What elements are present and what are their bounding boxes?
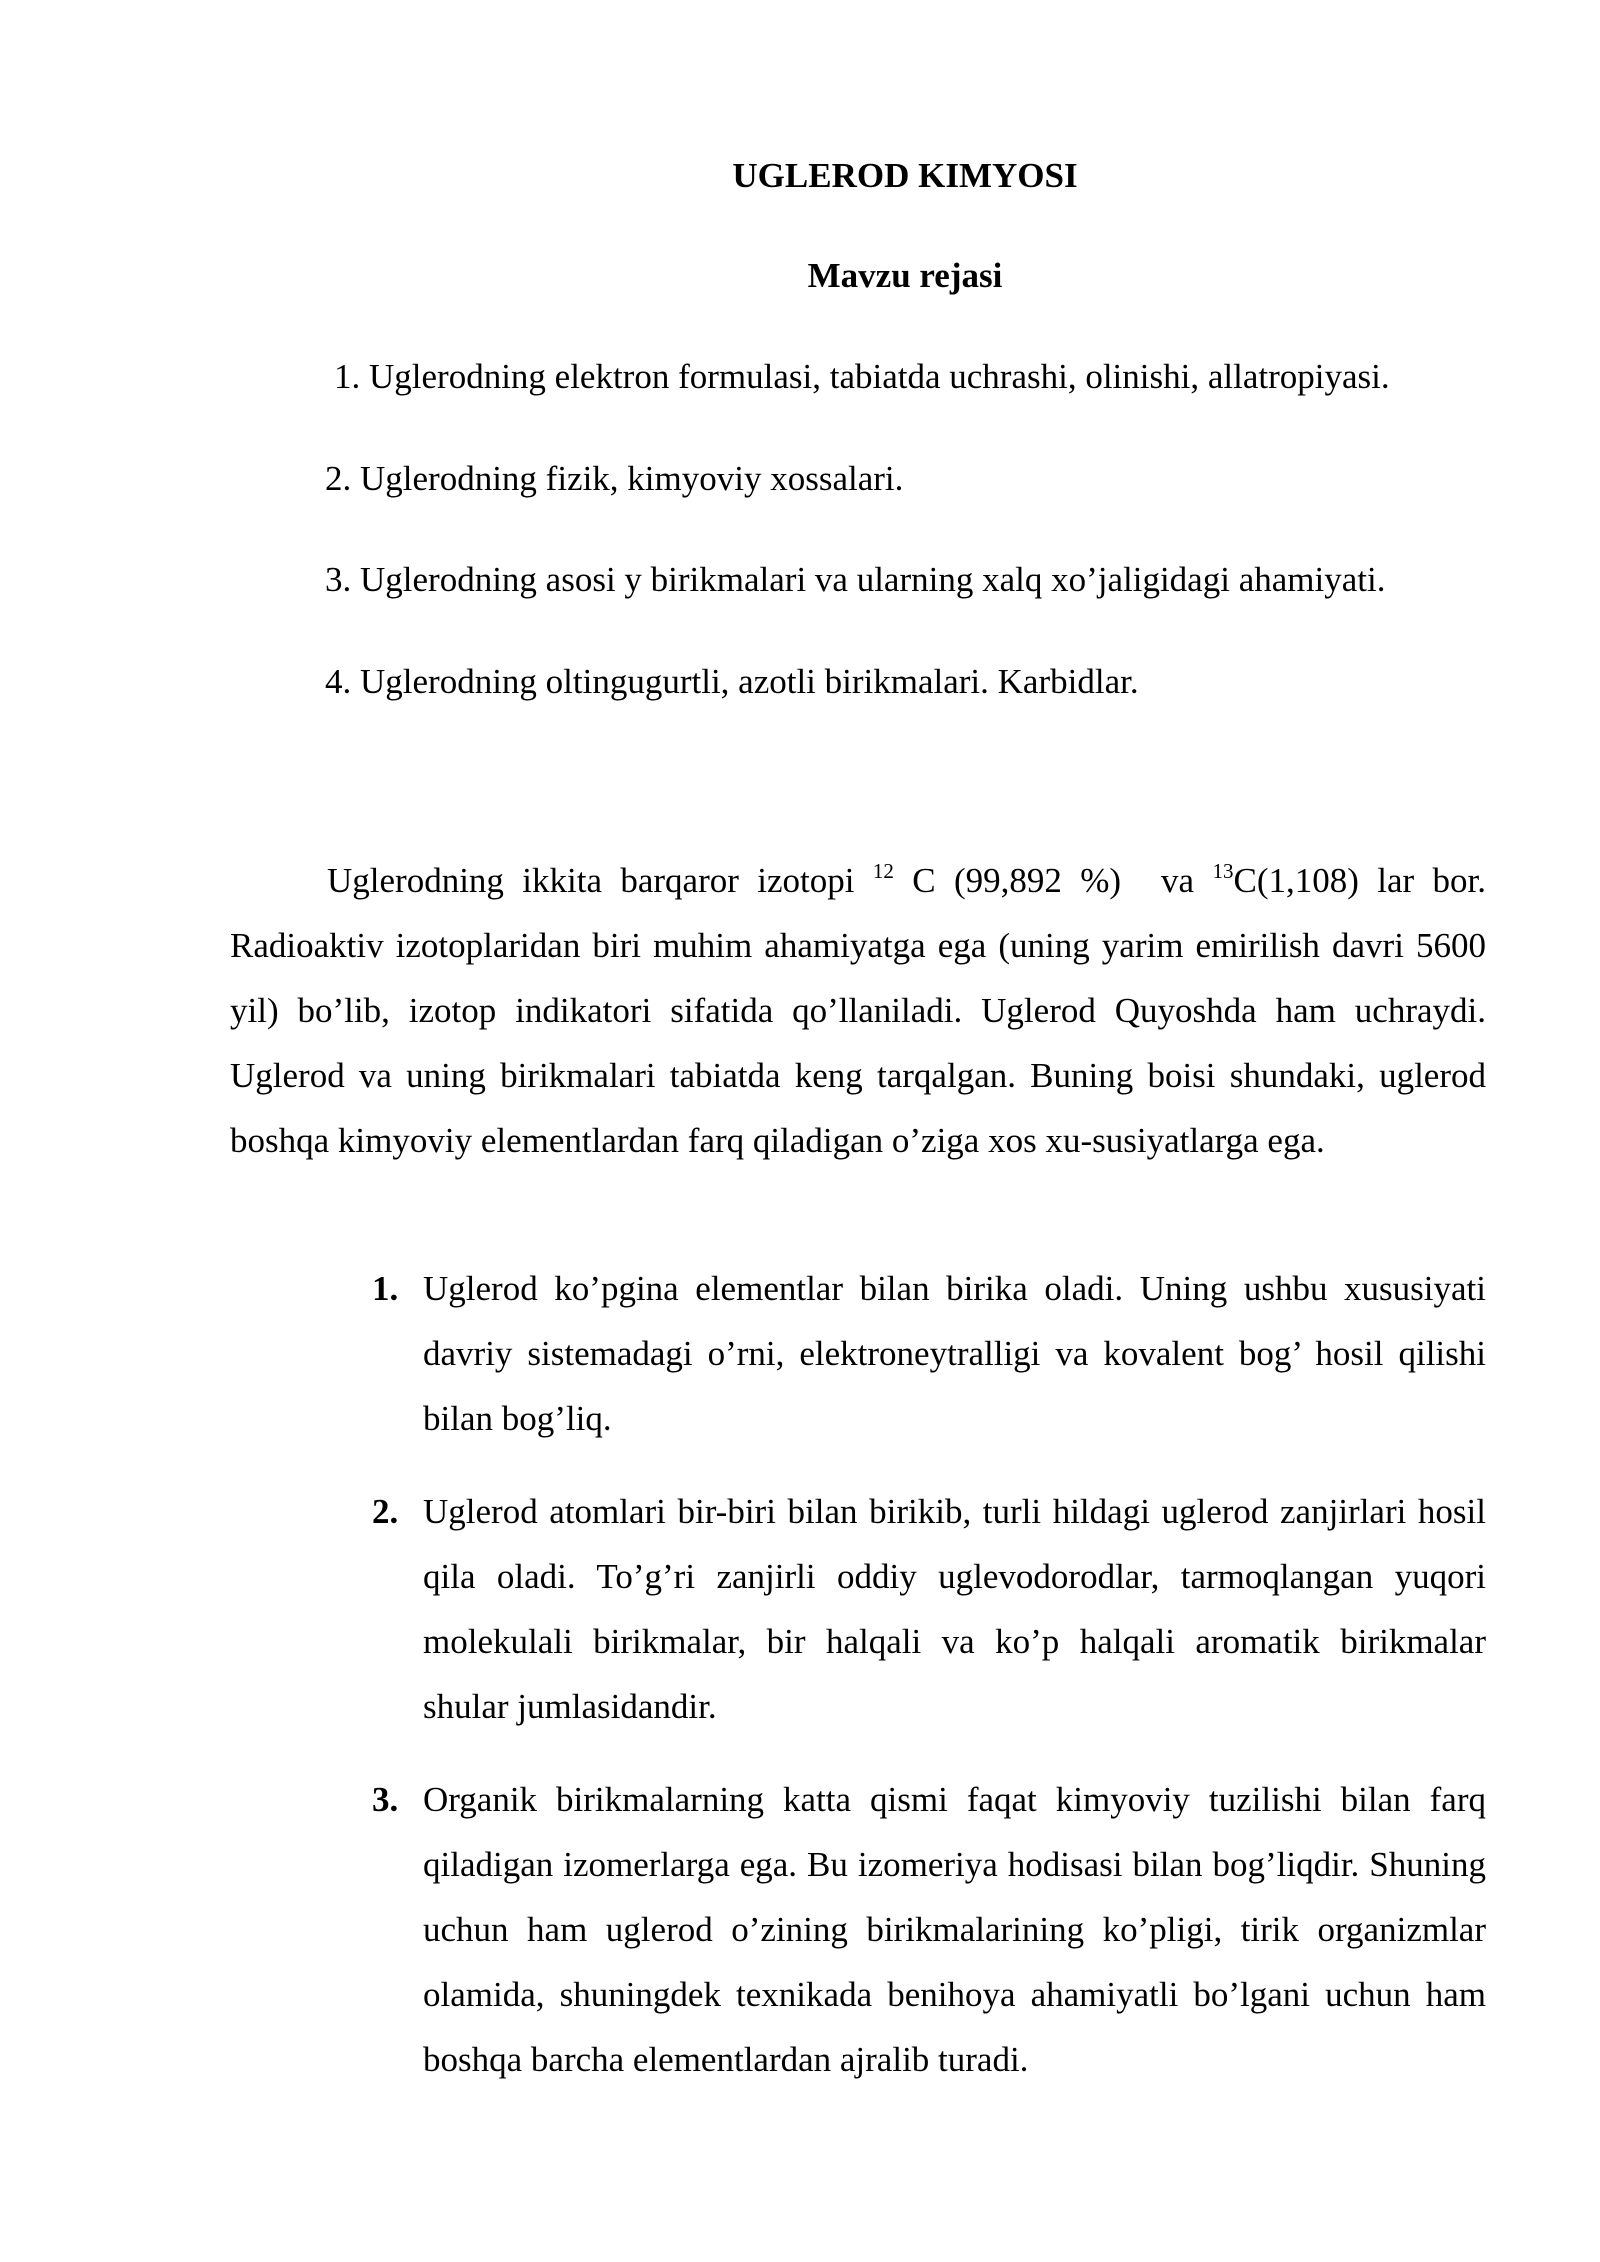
plan-item-4: 4. Uglerodning oltingugurtli, azotli birikmalari. Karbidlar. [325, 662, 1139, 701]
plan-item-1: 1. Uglerodning elektron formulasi, tabiatda uchrashi, olinishi, allatropiyasi. [334, 357, 1390, 396]
paragraph-first-line [230, 848, 1486, 913]
list-item [372, 1256, 1486, 1451]
plan-item-2: 2. Uglerodning fizik, kimyoviy xossalari. [325, 459, 904, 498]
list-item-text: Organik birikmalarning katta qismi faqat kimyoviy tuzilishi bilan farq qiladigan izomerlarga ega. Bu izomeriya hodisasi bilan bog’liqdir. Shuning uchun ham uglerod o’zining birikmalarining ko’pligi, tirik organizmlar olamida, shuningdek texnikada benihoya ahamiyatli bo’lgani uchun ham boshqa barcha elementlardan ajralib turadi. [423, 1780, 1486, 2079]
plan-heading: Mavzu rejasi [807, 256, 1003, 295]
plan-item-3: 3. Uglerodning asosi y birikmalari va ularning xalq xo’jaligidagi ahamiyati. [325, 560, 1386, 599]
isotope-mass-13: 13 [1212, 859, 1234, 883]
paragraph-text-b: C (99,892 %) [893, 861, 1122, 900]
list-item [372, 1767, 1486, 2092]
isotope-mass-12: 12 [872, 859, 894, 883]
list-item-number: 1. [372, 1269, 399, 1308]
list-item-text: Uglerod ko’pgina elementlar bilan birika oladi. Uning ushbu xususiyati davriy sistemadagi o’rni, elektroneytralligi va kovalent bog’ hosil qilishi bilan bog’liq. [423, 1269, 1486, 1438]
paragraph-rest: Radioaktiv izotoplaridan biri muhim ahamiyatga ega (uning yarim emirilish davri 5600 yil) bo’lib, izotop indikatori sifatida qo’llaniladi. Uglerod Quyoshda ham uchraydi. Uglerod va uning birikmalari tabiatda keng tarqalgan. Buning boisi shundaki, uglerod boshqa kimyoviy elementlardan farq qiladigan o’ziga xos xu-susiyatlarga ega. [230, 926, 1486, 1160]
document-title: UGLEROD KIMYOSI [732, 156, 1078, 195]
list-item-number: 2. [372, 1492, 399, 1531]
body-paragraph [230, 848, 1486, 1173]
paragraph-text-c: va [1161, 861, 1213, 900]
paragraph-text-a: Uglerodning ikkita barqaror izotopi [327, 861, 873, 900]
list-item-number: 3. [372, 1780, 399, 1819]
list-item [372, 1479, 1486, 1739]
paragraph-text-d: C(1,108) lar bor. [1233, 861, 1487, 900]
list-item-text: Uglerod atomlari bir-biri bilan birikib, turli hildagi uglerod zanjirlari hosil qila oladi. To’g’ri zanjirli oddiy uglevodorodlar, tarmoqlangan yuqori molekulali birikmalar, bir halqali va ko’p halqali aromatik birikmalar shular jumlasidandir. [423, 1492, 1486, 1726]
